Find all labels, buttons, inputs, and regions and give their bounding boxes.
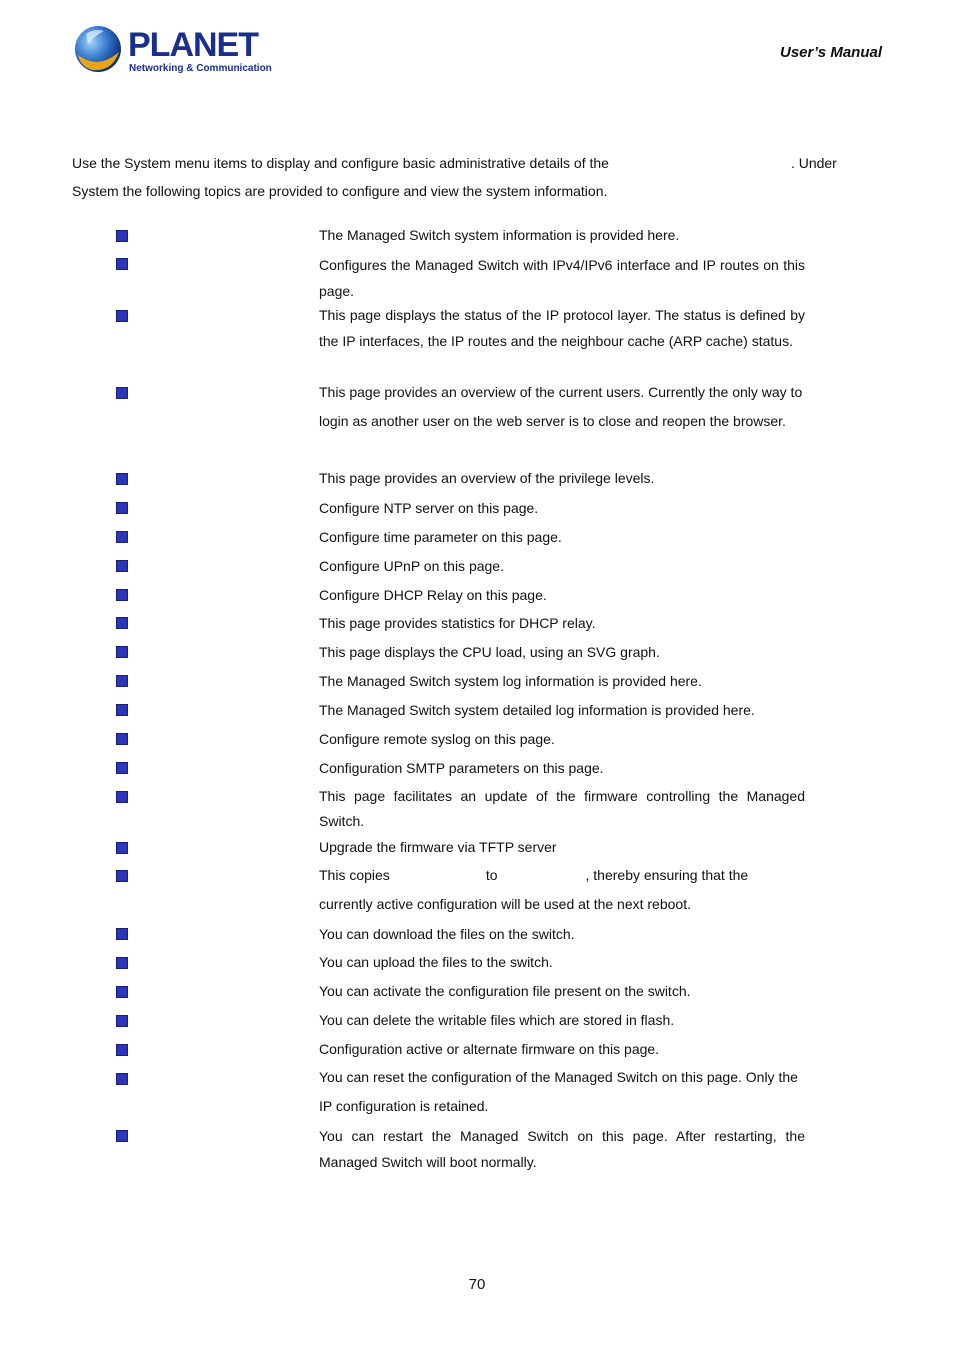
square-bullet-icon [116, 617, 128, 629]
square-bullet-icon [116, 531, 128, 543]
svg-text:Networking & Communication: Networking & Communication [129, 63, 272, 74]
square-bullet-icon [116, 560, 128, 572]
square-bullet-icon [116, 1044, 128, 1056]
topic-description: Configure UPnP on this page. [319, 558, 504, 574]
square-bullet-icon [116, 986, 128, 998]
topic-description: Upgrade the firmware via TFTP server [319, 839, 557, 855]
square-bullet-icon [116, 957, 128, 969]
topic-description: This page provides an overview of the privilege levels. [319, 470, 655, 486]
topic-description: Configure NTP server on this page. [319, 500, 539, 516]
topic-description: Configures the Managed Switch with IPv4/IPv6 interface and IP routes on this page. [319, 257, 805, 299]
topic-description: You can download the files on the switch. [319, 926, 575, 942]
square-bullet-icon [116, 733, 128, 745]
topic-description: The Managed Switch system detailed log information is provided here. [319, 702, 755, 718]
planet-logo-icon [72, 22, 272, 78]
square-bullet-icon [116, 230, 128, 242]
topic-description: This page displays the CPU load, using an SVG graph. [319, 644, 660, 660]
square-bullet-icon [116, 310, 128, 322]
topic-description: Configure time parameter on this page. [319, 529, 562, 545]
square-bullet-icon [116, 502, 128, 514]
topic-description: This page provides an overview of the current users. Currently the only way to login as another user on the web server is to close and reopen the browser. [319, 384, 803, 429]
topic-description: Configuration active or alternate firmware on this page. [319, 1041, 660, 1057]
square-bullet-icon [116, 928, 128, 940]
intro-part2: . Under System the following topics are provided to configure and view the system information. [72, 155, 837, 199]
square-bullet-icon [116, 870, 128, 882]
topic-description: The Managed Switch system log information is provided here. [319, 673, 702, 689]
topic-description: You can upload the files to the switch. [319, 954, 553, 970]
square-bullet-icon [116, 842, 128, 854]
square-bullet-icon [116, 473, 128, 485]
square-bullet-icon [116, 1073, 128, 1085]
intro-paragraph [72, 149, 872, 205]
square-bullet-icon [116, 1130, 128, 1142]
square-bullet-icon [116, 704, 128, 716]
copy-text-b: to [485, 867, 498, 883]
topic-description: You can delete the writable files which are stored in flash. [319, 1012, 675, 1028]
square-bullet-icon [116, 1015, 128, 1027]
topic-description: This page facilitates an update of the firmware controlling the Managed Switch. [319, 788, 805, 829]
topic-description: You can reset the configuration of the Managed Switch on this page. Only the IP configuration is retained. [319, 1069, 798, 1114]
topic-description: This page provides statistics for DHCP relay. [319, 615, 596, 631]
page-number: 70 [468, 1276, 486, 1293]
square-bullet-icon [116, 589, 128, 601]
copy-text-a: This copies [319, 867, 390, 883]
square-bullet-icon [116, 762, 128, 774]
topic-description [319, 861, 805, 919]
planet-logo [72, 22, 272, 78]
square-bullet-icon [116, 387, 128, 399]
square-bullet-icon [116, 258, 128, 270]
square-bullet-icon [116, 646, 128, 658]
svg-text:PLANET: PLANET [128, 26, 258, 64]
copy-text-c: , thereby ensuring that the currently active configuration will be used at the next reboot. [319, 867, 749, 912]
topic-description: Configure DHCP Relay on this page. [319, 587, 547, 603]
topic-description: Configure remote syslog on this page. [319, 731, 555, 747]
topic-description: You can activate the configuration file present on the switch. [319, 983, 691, 999]
topic-description: Configuration SMTP parameters on this page. [319, 760, 604, 776]
intro-part1: Use the System menu items to display and configure basic administrative details of the [72, 155, 609, 171]
topic-description: You can restart the Managed Switch on this page. After restarting, the Managed Switch will boot normally. [319, 1128, 805, 1170]
topic-description: The Managed Switch system information is provided here. [319, 227, 680, 243]
manual-label: User’s Manual [780, 44, 882, 61]
square-bullet-icon [116, 675, 128, 687]
square-bullet-icon [116, 791, 128, 803]
topic-description: This page displays the status of the IP protocol layer. The status is defined by the IP interfaces, the IP routes and the neighbour cache (ARP cache) status. [319, 307, 805, 349]
